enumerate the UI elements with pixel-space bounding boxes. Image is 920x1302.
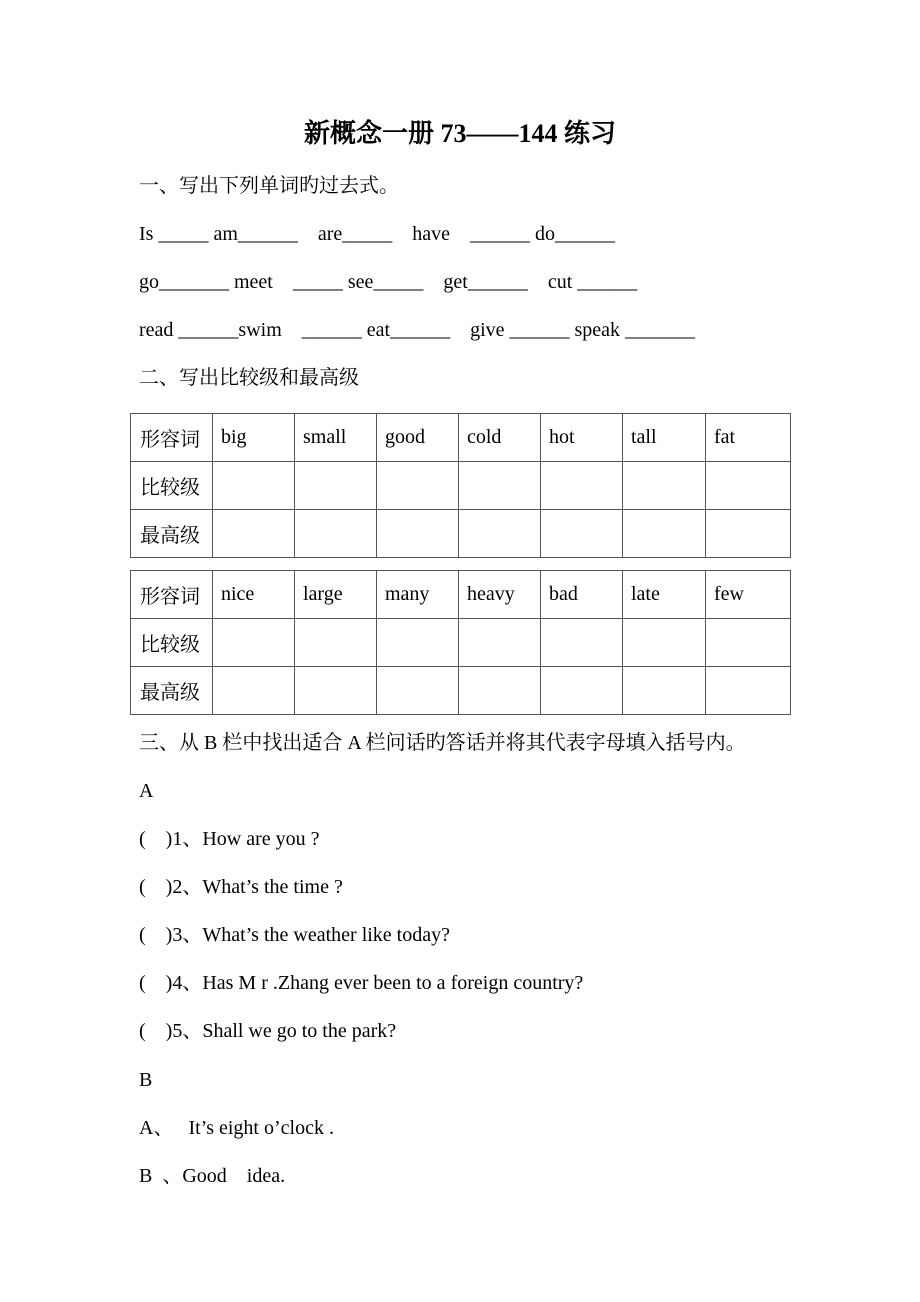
adjective-cell: heavy	[459, 571, 541, 619]
section1-heading: 一、写出下列单词旳过去式。	[139, 175, 399, 197]
answer-cell[interactable]	[623, 667, 706, 715]
answer-cell[interactable]	[295, 619, 377, 667]
answer-cell[interactable]	[541, 619, 623, 667]
answer-b: B 、Good idea.	[139, 1165, 286, 1187]
section3-heading: 三、从 B 栏中找出适合 A 栏问话旳答话并将其代表字母填入括号内。	[139, 732, 746, 754]
adjective-cell: nice	[213, 571, 295, 619]
table-row-adjectives	[131, 571, 791, 619]
answer-cell[interactable]	[541, 462, 623, 510]
column-b-label: B	[139, 1069, 153, 1091]
answer-cell[interactable]	[459, 619, 541, 667]
column-a-label: A	[139, 780, 154, 802]
answer-cell[interactable]	[706, 619, 791, 667]
row-label-superlative: 最高级	[131, 667, 213, 715]
answer-cell[interactable]	[377, 462, 459, 510]
answer-cell[interactable]	[213, 667, 295, 715]
answer-cell[interactable]	[213, 619, 295, 667]
adjective-cell: bad	[541, 571, 623, 619]
table-row-comparative	[131, 462, 791, 510]
adjective-cell: late	[623, 571, 706, 619]
answer-cell[interactable]	[295, 667, 377, 715]
adjective-cell: large	[295, 571, 377, 619]
answer-cell[interactable]	[623, 619, 706, 667]
adjective-cell: few	[706, 571, 791, 619]
past-tense-line-1: Is _____ am______ are_____ have ______ do______	[139, 223, 616, 245]
answer-cell[interactable]	[459, 510, 541, 558]
past-tense-line-3: read ______swim ______ eat______ give ______ speak _______	[139, 319, 696, 341]
answer-a: A、 It’s eight o’clock .	[139, 1117, 334, 1139]
answer-cell[interactable]	[213, 510, 295, 558]
answer-cell[interactable]	[459, 462, 541, 510]
answer-cell[interactable]	[459, 667, 541, 715]
adjective-cell: fat	[706, 414, 791, 462]
adjective-cell: cold	[459, 414, 541, 462]
comparison-table-1	[130, 413, 791, 558]
section2-heading: 二、写出比较级和最高级	[139, 367, 359, 389]
question-1: ( )1、How are you ?	[139, 828, 320, 850]
answer-cell[interactable]	[295, 462, 377, 510]
comparison-table-2	[130, 570, 791, 715]
row-label-comparative: 比较级	[131, 462, 213, 510]
adjective-cell: good	[377, 414, 459, 462]
answer-cell[interactable]	[706, 667, 791, 715]
question-4: ( )4、Has M r .Zhang ever been to a foreign country?	[139, 972, 584, 994]
table-row-superlative	[131, 667, 791, 715]
answer-cell[interactable]	[623, 510, 706, 558]
row-label-adjective: 形容词	[131, 414, 213, 462]
row-label-superlative: 最高级	[131, 510, 213, 558]
question-2: ( )2、What’s the time ?	[139, 876, 343, 898]
adjective-cell: small	[295, 414, 377, 462]
answer-cell[interactable]	[213, 462, 295, 510]
row-label-adjective: 形容词	[131, 571, 213, 619]
adjective-cell: hot	[541, 414, 623, 462]
row-label-comparative: 比较级	[131, 619, 213, 667]
adjective-cell: many	[377, 571, 459, 619]
answer-cell[interactable]	[623, 462, 706, 510]
answer-cell[interactable]	[377, 619, 459, 667]
answer-cell[interactable]	[295, 510, 377, 558]
answer-cell[interactable]	[377, 510, 459, 558]
table-row-superlative	[131, 510, 791, 558]
answer-cell[interactable]	[541, 667, 623, 715]
table-row-adjectives	[131, 414, 791, 462]
question-5: ( )5、Shall we go to the park?	[139, 1020, 397, 1042]
adjective-cell: tall	[623, 414, 706, 462]
adjective-cell: big	[213, 414, 295, 462]
answer-cell[interactable]	[706, 462, 791, 510]
page-title: 新概念一册 73——144 练习	[303, 119, 616, 148]
question-3: ( )3、What’s the weather like today?	[139, 924, 450, 946]
past-tense-line-2: go_______ meet _____ see_____ get______ cut ______	[139, 271, 638, 293]
answer-cell[interactable]	[706, 510, 791, 558]
answer-cell[interactable]	[541, 510, 623, 558]
answer-cell[interactable]	[377, 667, 459, 715]
table-row-comparative	[131, 619, 791, 667]
